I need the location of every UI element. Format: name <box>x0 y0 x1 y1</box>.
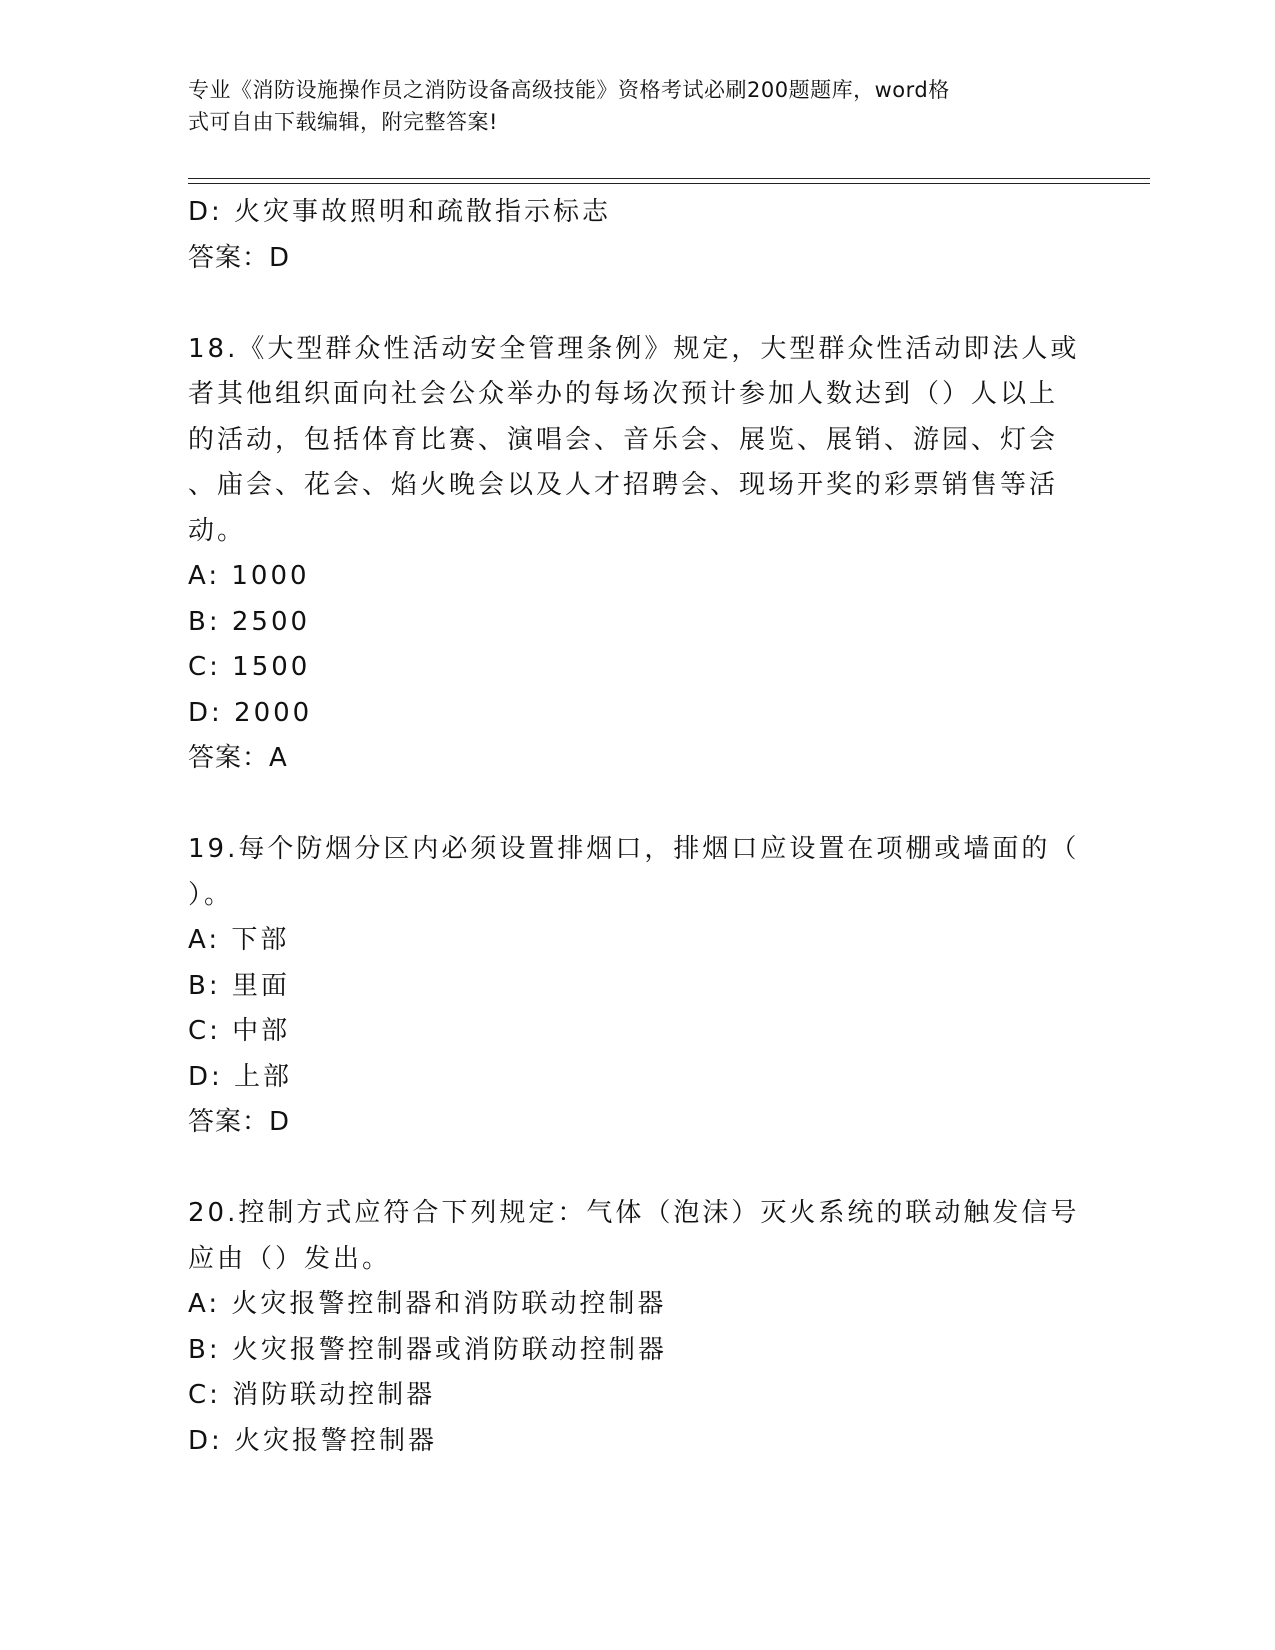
question-text-line: 者其他组织面向社会公众举办的每场次预计参加人数达到（）人以上 <box>188 379 1059 409</box>
option-b: B: 里面 <box>188 970 290 1001</box>
spacer <box>188 782 1088 828</box>
option-c: C: 1500 <box>188 652 311 682</box>
question-20 <box>188 1191 1088 1464</box>
header-line-2: 式可自由下载编辑，附完整答案! <box>188 110 498 134</box>
question-text-line: 、庙会、花会、焰火晚会以及人才招聘会、现场开奖的彩票销售等活 <box>188 470 1059 500</box>
question-text-line: 20.控制方式应符合下列规定：气体（泡沫）灭火系统的联动触发信号 <box>188 1198 1080 1228</box>
answer-line: 答案：D <box>188 242 291 273</box>
option-c: C: 消防联动控制器 <box>188 1380 436 1410</box>
option-a: A: 火灾报警控制器和消防联动控制器 <box>188 1289 667 1319</box>
option-d: D: 2000 <box>188 697 313 728</box>
option-a: A: 1000 <box>188 561 310 591</box>
option-d: D: 上部 <box>188 1061 293 1092</box>
spacer <box>188 281 1088 327</box>
question-text-line: 动。 <box>188 515 247 546</box>
answer-line: 答案：A <box>188 743 288 773</box>
option-b: B: 火灾报警控制器或消防联动控制器 <box>188 1334 667 1365</box>
answer-line: 答案：D <box>188 1107 291 1137</box>
question-text-line: 18.《大型群众性活动安全管理条例》规定，大型群众性活动即法人或 <box>188 333 1080 364</box>
header-rule-top <box>188 178 1150 179</box>
document-header <box>188 74 1058 138</box>
question-text-line: 的活动，包括体育比赛、演唱会、音乐会、展览、展销、游园、灯会 <box>188 424 1059 455</box>
question-18 <box>188 327 1088 782</box>
option-a: A: 下部 <box>188 925 290 955</box>
option-b: B: 2500 <box>188 606 311 637</box>
question-19 <box>188 827 1088 1146</box>
option-d: D: 火灾事故照明和疏散指示标志 <box>188 197 612 227</box>
question-content <box>188 190 1088 1464</box>
option-c: C: 中部 <box>188 1016 291 1046</box>
previous-question-tail <box>188 190 1088 281</box>
option-d: D: 火灾报警控制器 <box>188 1425 438 1456</box>
question-text-line: 19.每个防烟分区内必须设置排烟口，排烟口应设置在项棚或墙面的（ <box>188 834 1080 864</box>
header-line-1: 专业《消防设施操作员之消防设备高级技能》资格考试必刷200题题库，word格 <box>188 78 950 102</box>
spacer <box>188 1146 1088 1192</box>
header-rule-bottom <box>188 183 1150 184</box>
question-text-line: ）。 <box>188 879 234 910</box>
question-text-line: 应由（）发出。 <box>188 1243 392 1274</box>
